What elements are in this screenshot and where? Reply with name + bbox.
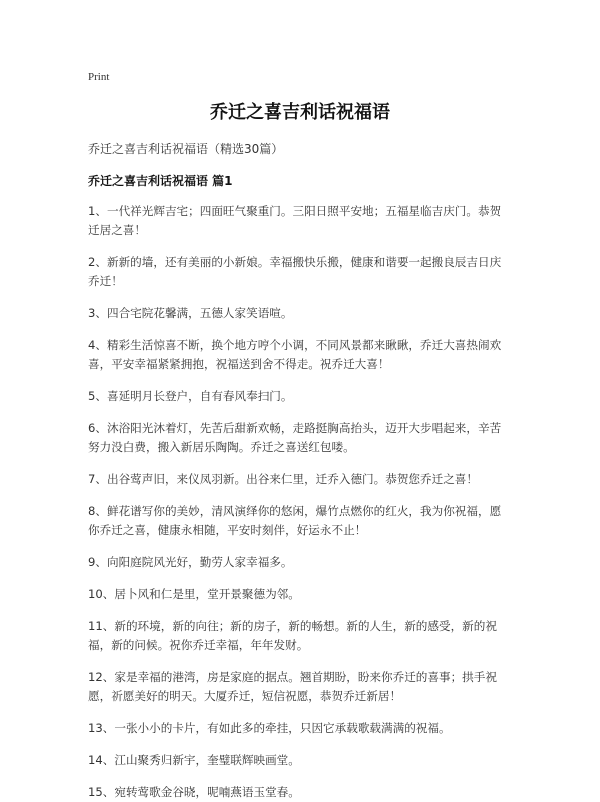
page-title: 乔迁之喜吉利话祝福语: [210, 102, 390, 123]
list-item: 13、一张小小的卡片，有如此多的牵挂，只因它承载歌载满满的祝福。: [88, 721, 451, 735]
list-item: 4、精彩生活惊喜不断，换个地方哼个小调，不同风景都来瞅瞅，乔迁大喜热闹欢喜，平安幸福紧紧拥抱，祝福送到舍不得走。祝乔迁大喜！: [88, 338, 502, 371]
list-item: 14、江山聚秀归新宇，奎璧联辉映画堂。: [88, 753, 300, 767]
list-item: 5、喜延明月长登户，自有春风奉扫门。: [88, 389, 293, 403]
list-item: 10、居卜风和仁是里，堂开景聚德为邻。: [88, 587, 300, 601]
list-item: 11、新的环境，新的向往；新的房子，新的畅想。新的人生，新的感受，新的祝福，新的问候。祝你乔迁幸福，年年发财。: [88, 619, 497, 652]
list-item: 6、沐浴阳光沐着灯，先苦后甜新欢畅，走路挺胸高抬头，迈开大步唱起来，辛苦努力没白费，搬入新居乐陶陶。乔迁之喜送红包喽。: [88, 421, 502, 454]
list-item: 7、出谷莺声旧，来仪凤羽新。出谷来仁里，迁乔入德门。恭贺您乔迁之喜！: [88, 472, 478, 486]
list-item: 3、四合宅院花馨满，五德人家笑语喧。: [88, 306, 293, 320]
document-subtitle: 乔迁之喜吉利话祝福语（精选30篇）: [88, 142, 284, 156]
list-item: 12、家是幸福的港湾，房是家庭的据点。翘首期盼，盼来你乔迁的喜事；拱手祝愿，祈愿美好的明天。大厦乔迁，短信祝愿，恭贺乔迁新居！: [88, 670, 497, 703]
blessing-list: [88, 202, 512, 802]
list-item: 9、向阳庭院风光好，勤劳人家幸福多。: [88, 555, 293, 569]
print-label: Print: [88, 71, 110, 83]
section-heading: 乔迁之喜吉利话祝福语 篇1: [88, 174, 233, 188]
list-item: 8、鲜花谱写你的美妙，清风演绎你的悠闲，爆竹点燃你的红火，我为你祝福，愿你乔迁之喜，健康永相随，平安时刻伴，好运永不止！: [88, 504, 502, 537]
list-item: 2、新新的墙，还有美丽的小新娘。幸福搬快乐搬，健康和谐要一起搬良辰吉日庆乔迁！: [88, 255, 502, 288]
list-item: 15、宛转莺歌金谷晓，呢喃燕语玉堂春。: [88, 785, 300, 799]
list-item: 1、一代祥光辉吉宅；四面旺气聚重门。三阳日照平安地；五福星临吉庆门。恭贺迁居之喜！: [88, 204, 502, 237]
